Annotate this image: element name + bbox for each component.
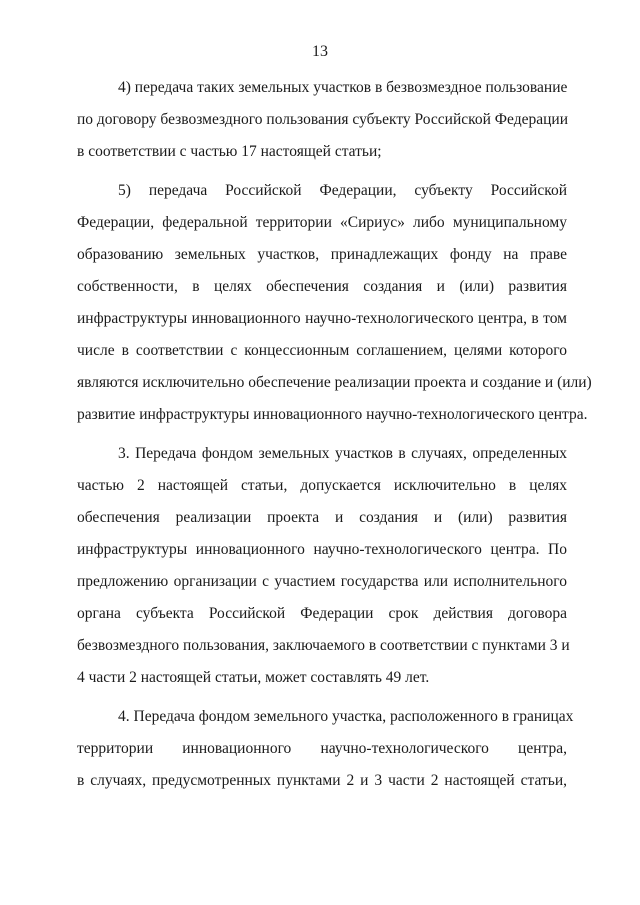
paragraph-item-5 — [77, 175, 592, 431]
text-line: 3. Передача фондом земельных участков в случаях, определенных — [118, 445, 567, 462]
text-line: 5) передача Российской Федерации, субъекту Российской — [118, 182, 567, 199]
text-line: инфраструктуры инновационного научно-технологического центра. По — [77, 541, 567, 558]
page-number: 13 — [312, 43, 328, 60]
paragraph-part-3 — [77, 438, 570, 694]
text-line: инфраструктуры инновационного научно-технологического центра, в том — [77, 310, 567, 327]
text-line: 4) передача таких земельных участков в безвозмездное пользование — [118, 79, 568, 96]
text-line: Федерации, федеральной территории «Сириус» либо муниципальному — [77, 214, 567, 231]
document-body — [77, 72, 592, 797]
paragraph-item-4 — [77, 72, 567, 168]
text-line: числе в соответствии с концессионным соглашением, целями которого — [77, 342, 567, 359]
text-line: органа субъекта Российской Федерации срок действия договора — [77, 605, 567, 622]
text-line: предложению организации с участием государства или исполнительного — [77, 573, 567, 590]
text-line: образованию земельных участков, принадлежащих фонду на праве — [77, 246, 567, 263]
text-line: безвозмездного пользования, заключаемого в соответствии с пунктами 3 и — [77, 637, 570, 654]
text-line: являются исключительно обеспечение реализации проекта и создание и (или) — [77, 374, 592, 391]
paragraph-part-4 — [77, 701, 574, 797]
text-line: в случаях, предусмотренных пунктами 2 и 3 части 2 настоящей статьи, — [77, 772, 567, 789]
text-line: 4 части 2 настоящей статьи, может составлять 49 лет. — [77, 669, 430, 686]
text-line: развитие инфраструктуры инновационного научно-технологического центра. — [77, 406, 588, 423]
text-line: частью 2 настоящей статьи, допускается исключительно в целях — [77, 477, 567, 494]
text-line: обеспечения реализации проекта и создания и (или) развития — [77, 509, 567, 526]
text-line: в соответствии с частью 17 настоящей статьи; — [77, 143, 382, 160]
text-line: территории инновационного научно-технологического центра, — [77, 740, 567, 757]
text-line: по договору безвозмездного пользования субъекту Российской Федерации — [77, 111, 569, 128]
text-line: 4. Передача фондом земельного участка, расположенного в границах — [118, 708, 574, 725]
text-line: собственности, в целях обеспечения создания и (или) развития — [77, 278, 567, 295]
